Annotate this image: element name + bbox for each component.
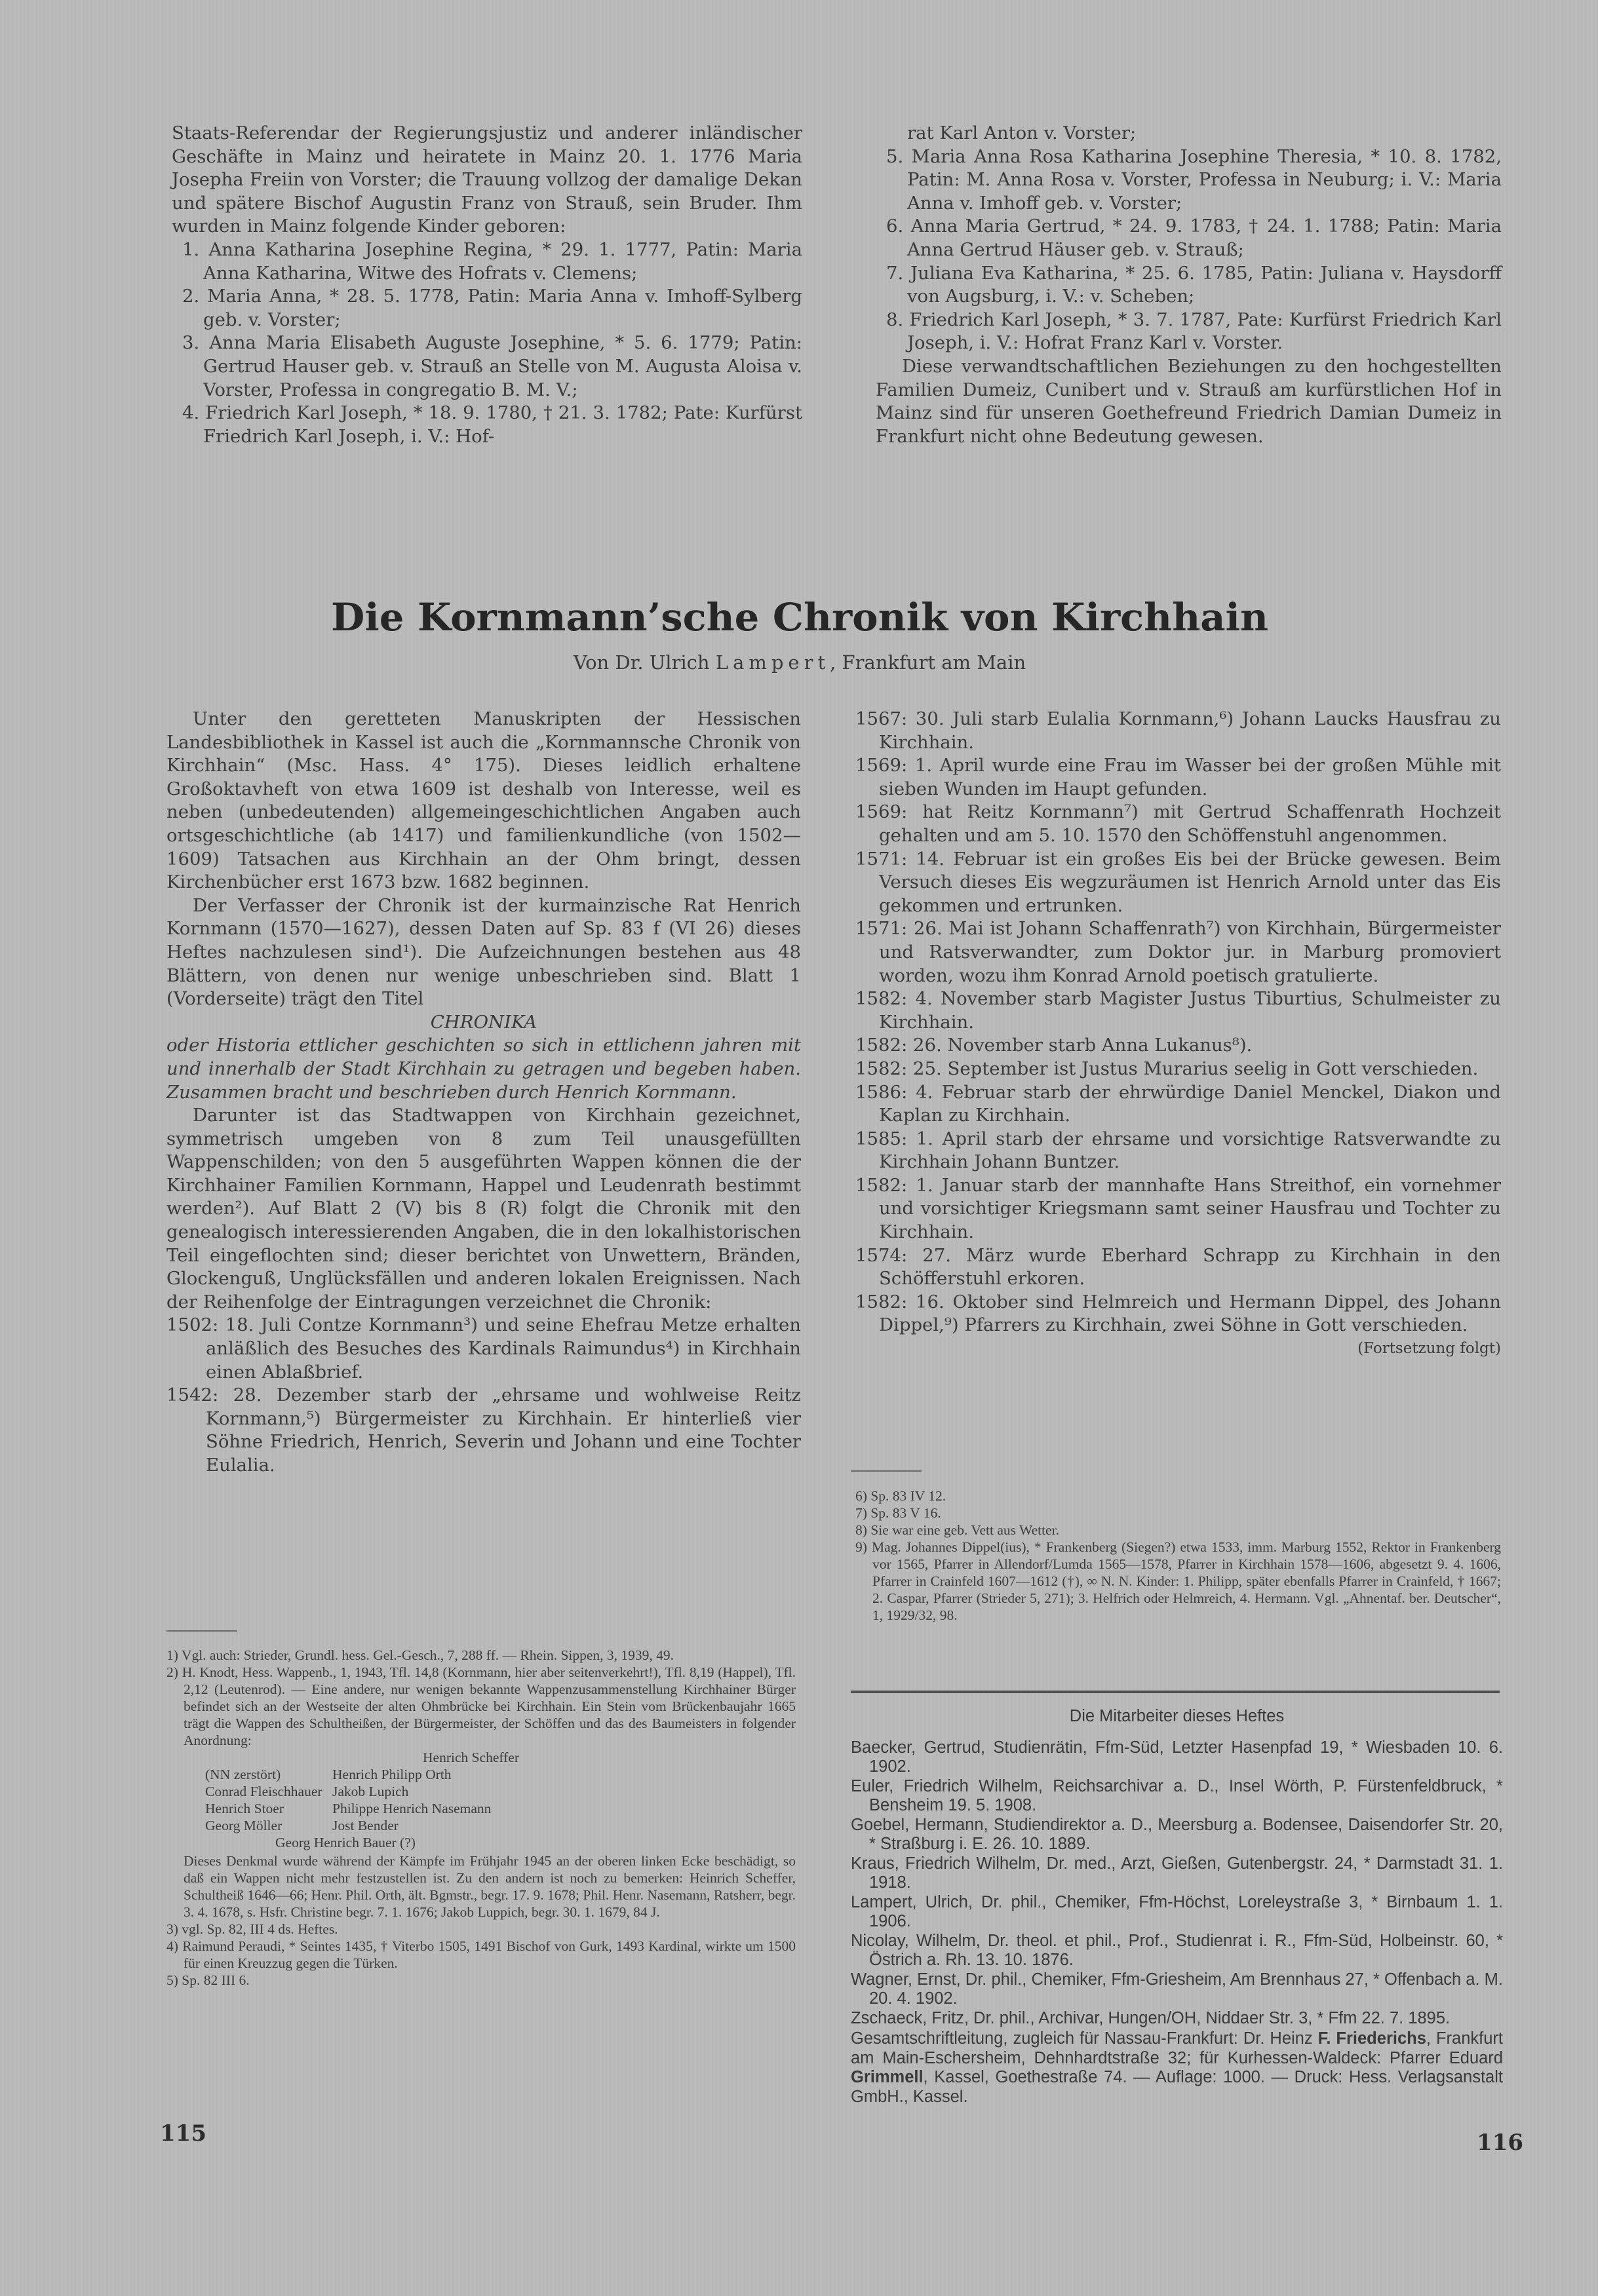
child-entry-2: 2. Maria Anna, * 28. 5. 1778, Patin: Maria Anna v. Imhoff-Sylberg geb. v. Vorster; (182, 286, 802, 330)
continuation-column-right (876, 122, 1502, 448)
contributor-entry: Euler, Friedrich Wilhelm, Reichsarchivar a. D., Insel Wörth, P. Fürstenfeldbruck, * Bensheim 19. 5. 1908. (851, 1776, 1503, 1814)
article-column-left (166, 708, 801, 1478)
chronicle-entry: 1542: 28. Dezember starb der „ehrsame und wohlweise Reitz Kornmann,⁵) Bürgermeister zu Kirchhain. Er hinterließ vier Söhne Friedrich, Henrich, Severin und Johann und eine Tochter Eulalia. (166, 1385, 801, 1476)
footnote-rule-left (166, 1630, 237, 1632)
contributors-section (851, 1707, 1503, 2107)
chronika-subtitle: oder Historia ettlicher geschichten so sich in ettlichenn jahren mit und innerhalb der Stadt Kirchhain zu getragen und begeben haben. Zusammen bracht und beschrieben durch Henrich Kornmann. (166, 1035, 801, 1103)
continuation-intro: Staats-Referendar der Regierungsjustiz und anderer inländischer Geschäfte in Mainz und heiratete in Mainz 20. 1. 1776 Maria Josepha Freiin von Vorster; die Trauung vollzog der damalige Dekan und spätere Bischof Augustin Franz von Strauß, sein Bruder. Ihm wurden in Mainz folgende Kinder geboren: (172, 123, 802, 237)
chronicle-entry: 1567: 30. Juli starb Eulalia Kornmann,⁶) Johann Laucks Hausfrau zu Kirchhain. (855, 708, 1501, 753)
article-byline: Von Dr. Ulrich Lampert, Frankfurt am Main (573, 651, 1026, 674)
footnote-7: 7) Sp. 83 V 16. (855, 1505, 941, 1521)
child-entry-5: 5. Maria Anna Rosa Katharina Josephine Theresia, * 10. 8. 1782, Patin: M. Anna Rosa v. Vorster, Professa in Neuburg; i. V.: Maria Anna v. Imhoff geb. v. Vorster; (886, 145, 1502, 214)
contributor-entry: Lampert, Ulrich, Dr. phil., Chemiker, Ffm-Höchst, Loreleystraße 3, * Birnbaum 1. 1. 1906. (851, 1892, 1503, 1930)
contributor-entry: Wagner, Ernst, Dr. phil., Chemiker, Ffm-Griesheim, Am Brennhaus 27, * Offenbach a. M. 20. 4. 1902. (851, 1970, 1503, 2008)
child-entry-3: 3. Anna Maria Elisabeth Auguste Josephine, * 5. 6. 1779; Patin: Gertrud Hauser geb. v. Strauß an Stelle von M. Augusta Aloisa v. Vorster, Professa in congregatio B. M. V.; (182, 332, 802, 400)
section-divider (851, 1691, 1500, 1693)
child-entry-6: 6. Anna Maria Gertrud, * 24. 9. 1783, † 24. 1. 1788; Patin: Maria Anna Gertrud Häuser geb. v. Strauß; (886, 216, 1502, 260)
page-number-right: 116 (1477, 2130, 1523, 2156)
child-entry-4-cont: rat Karl Anton v. Vorster; (907, 123, 1137, 144)
chronicle-entry: 1582: 4. November starb Magister Justus Tiburtius, Schulmeister zu Kirchhain. (855, 988, 1501, 1033)
paragraph-1: Unter den geretteten Manuskripten der Hessischen Landesbibliothek in Kassel ist auch die „Kornmannsche Chronik von Kirchhain“ (Msc. Hass. 4° 175). Dieses leidlich erhaltene Großoktavheft von etwa 1609 ist deshalb von Interesse, weil es neben (unbedeutenden) allgemeingeschichtlichen Angaben auch ortsgeschichtliche (ab 1417) und familienkundliche (von 1502—1609) Tatsachen aus Kirchhain an der Ohm bringt, dessen Kirchenbücher erst 1673 bzw. 1682 beginnen. (166, 708, 801, 893)
paragraph-3: Darunter ist das Stadtwappen von Kirchhain gezeichnet, symmetrisch umgeben von 8 zum Teil unausgefüllten Wappenschilden; von den 5 ausgeführten Wappen können die der Kirchhainer Familien Kornmann, Happel und Leudenrath bestimmt werden²). Auf Blatt 2 (V) bis 8 (R) folgt die Chronik mit den genealogisch interessierenden Angaben, die in den lokalhistorischen Teil eingeflochten sind; dieser berichtet von Unwettern, Bränden, Glockenguß, Unglücksfällen und anderen lokalen Ereignissen. Nach der Reihenfolge der Eintragungen verzeichnet die Chronik: (166, 1105, 801, 1312)
footnote-5: 5) Sp. 82 III 6. (166, 1972, 250, 1988)
child-entry-1: 1. Anna Katharina Josephine Regina, * 29. 1. 1777, Patin: Maria Anna Katharina, Witwe des Hofrats v. Clemens; (182, 239, 802, 284)
chronicle-entry: 1502: 18. Juli Contze Kornmann³) und seine Ehefrau Metze erhalten anläßlich des Besuches des Kardinals Raimundus⁴) in Kirchhain einen Ablaßbrief. (166, 1314, 801, 1383)
chronicle-entry: 1582: 25. September ist Justus Murarius seelig in Gott verschieden. (855, 1058, 1479, 1079)
footnote-2-continued: Dieses Denkmal wurde während der Kämpfe im Frühjahr 1945 an der oberen linken Ecke beschädigt, so daß ein Wappen nicht mehr festzustellen ist. Zu den andern ist noch zu bemerken: Heinrich Scheffer, Schultheiß 1646—66; Henr. Phil. Orth, ält. Bgmstr., begr. 17. 9. 1678; Phil. Henr. Nasemann, Ratsherr, begr. 3. 4. 1678, s. Hsfr. Christine begr. 7. 1. 1676; Jakob Luppich, begr. 30. 1. 1679, 84 J. (184, 1853, 796, 1920)
article-column-right (855, 708, 1501, 1361)
paragraph-2: Der Verfasser der Chronik ist der kurmainzische Rat Henrich Kornmann (1570—1627), dessen Daten auf Sp. 83 f (VI 26) dieses Heftes nachzulesen sind¹). Die Aufzeichnungen bestehen aus 48 Blättern, von denen nur wenige unbeschrieben sind. Blatt 1 (Vorderseite) trägt den Titel (166, 894, 801, 1010)
coat-of-arms-arrangement: Henrich Scheffer (NN zerstört) Conrad Fleischhauer Henrich Stoer Georg Möller Henrich Philipp Orth Jakob Lupich Philippe Henrich Nasemann Jost Bender Georg Henrich Bauer (?) (205, 1750, 520, 1850)
chronicle-entry: 1582: 16. Oktober sind Helmreich und Hermann Dippel, des Johann Dippel,⁹) Pfarrers zu Kirchhain, zwei Söhne in Gott verschieden. (Fortsetzung folgt) (855, 1291, 1501, 1337)
footnote-2: 2) H. Knodt, Hess. Wappenb., 1, 1943, Tfl. 14,8 (Kornmann, hier aber seitenverkehrt!), Tfl. 8,19 (Happel), Tfl. 2,12 (Leutenrod). — Eine andere, nur wenigen bekannte Wappenzusammenstellung Kirchhainer Bürger befindet sich an der Westseite der alten Ohmbrücke bei Kirchhain. Ein Stein vom Brückenbaujahr 1665 trägt die Wappen des Schultheißen, der Bürgermeister, der Schöffen und das des Baumeisters in folgender Anordnung: (166, 1664, 796, 1748)
chronicle-entry: 1571: 14. Februar ist ein großes Eis bei der Brücke gewesen. Beim Versuch dieses Eis wegzuräumen ist Henrich Arnold unter das Eis gekommen und ertrunken. (855, 848, 1501, 916)
chronicle-entry: 1582: 1. Januar starb der mannhafte Hans Streithof, ein vornehmer und vorsichtiger Kriegsmann samt seiner Hausfrau und Tochter zu Kirchhain. (855, 1174, 1501, 1243)
continuation-column-left (172, 122, 802, 448)
footnotes-right (855, 1487, 1501, 1624)
author-name: Lampert (715, 651, 830, 674)
continued-notice: (Fortsetzung folgt) (1357, 1340, 1501, 1358)
footnote-3: 3) vgl. Sp. 82, III 4 ds. Heftes. (166, 1921, 338, 1937)
chronicle-entry: 1569: 1. April wurde eine Frau im Wasser bei der großen Mühle mit sieben Wunden im Haupt gefunden. (855, 755, 1501, 799)
contributor-entry: Baecker, Gertrud, Studienrätin, Ffm-Süd, Letzter Hasenpfad 19, * Wiesbaden 10. 6. 1902. (851, 1738, 1503, 1776)
continuation-closing: Diese verwandtschaftlichen Beziehungen zu den hochgestellten Familien Dumeiz, Cunibert und v. Strauß am kurfürstlichen Hof in Mainz sind für unseren Goethefreund Friedrich Damian Dumeiz in Frankfurt nicht ohne Bedeutung gewesen. (876, 355, 1502, 447)
page-number-left: 115 (160, 2120, 206, 2147)
child-entry-7: 7. Juliana Eva Katharina, * 25. 6. 1785, Patin: Juliana v. Haysdorff von Augsburg, i. V.: v. Scheben; (886, 262, 1502, 307)
footnote-9: 9) Mag. Johannes Dippel(ius), * Frankenberg (Siegen?) etwa 1533, imm. Marburg 1552, Rektor in Frankenberg vor 1565, Pfarrer in Allendorf/Lumda 1565—1578, Pfarrer in Kirchhain 1578—1606, abgesetzt 9. 4. 1606, Pfarrer in Crainfeld 1607—1612 (†), ∞ N. N. Kinder: 1. Philipp, später ebenfalls Pfarrer in Crainfeld, † 1667; 2. Caspar, Pfarrer (Strieder 5, 271); 3. Helfrich oder Helmreich, 4. Hermann. Vgl. „Ahnentaf. ber. Deutscher“, 1, 1929/32, 98. (855, 1539, 1502, 1623)
contributor-entry: Zschaeck, Fritz, Dr. phil., Archivar, Hungen/OH, Niddaer Str. 3, * Ffm 22. 7. 1895. (851, 2008, 1451, 2027)
imprint: Gesamtschriftleitung, zugleich für Nassau-Frankfurt: Dr. Heinz F. Friederichs, Frankfurt am Main-Eschersheim, Dehnhardtstraße 32; für Kurhessen-Waldeck: Pfarrer Eduard Grimmell, Kassel, Goethestraße 74. — Auflage: 1000. — Druck: Hess. Verlagsanstalt GmbH., Kassel. (851, 2029, 1503, 2106)
footnote-8: 8) Sie war eine geb. Vett aus Wetter. (855, 1522, 1059, 1538)
contributor-entry: Kraus, Friedrich Wilhelm, Dr. med., Arzt, Gießen, Gutenbergstr. 24, * Darmstadt 31. 1. 1918. (851, 1854, 1503, 1892)
article-title: Die Kornmann’sche Chronik von Kirchhain (330, 595, 1269, 640)
contributor-entry: Nicolay, Wilhelm, Dr. theol. et phil., Prof., Studienrat i. R., Ffm-Süd, Holbeinstr. 60, * Östrich a. Rh. 13. 10. 1876. (851, 1931, 1503, 1969)
child-entry-8: 8. Friedrich Karl Joseph, * 3. 7. 1787, Pate: Kurfürst Friedrich Karl Joseph, i. V.: Hofrat Franz Karl v. Vorster. (886, 309, 1502, 354)
child-entry-4: 4. Friedrich Karl Joseph, * 18. 9. 1780, † 21. 3. 1782; Pate: Kurfürst Friedrich Karl Joseph, i. V.: Hof- (182, 402, 802, 447)
footnotes-left (166, 1647, 796, 1989)
footnote-6: 6) Sp. 83 IV 12. (855, 1488, 946, 1504)
chronicle-entry: 1571: 26. Mai ist Johann Schaffenrath⁷) von Kirchhain, Bürgermeister und Ratsverwandter, zum Doktor jur. in Marburg promoviert worden, wozu ihm Konrad Arnold poetisch gratulierte. (855, 918, 1501, 986)
chronicle-entry: 1569: hat Reitz Kornmann⁷) mit Gertrud Schaffenrath Hochzeit gehalten und am 5. 10. 1570 den Schöffenstuhl angenommen. (855, 801, 1502, 846)
chronicle-entry: 1574: 27. März wurde Eberhard Schrapp zu Kirchhain in den Schöfferstuhl erkoren. (855, 1244, 1501, 1290)
footnote-1: 1) Vgl. auch: Strieder, Grundl. hess. Gel.-Gesch., 7, 288 ff. — Rhein. Sippen, 3, 1939, 49. (166, 1647, 674, 1663)
contributors-heading: Die Mitarbeiter dieses Heftes (1069, 1707, 1285, 1725)
footnote-rule-right (851, 1470, 922, 1472)
chronicle-entry: 1586: 4. Februar starb der ehrwürdige Daniel Menckel, Diakon und Kaplan zu Kirchhain. (855, 1081, 1501, 1126)
contributor-entry: Goebel, Hermann, Studiendirektor a. D., Meersburg a. Bodensee, Daisendorfer Str. 20, * Straßburg i. E. 26. 10. 1889. (851, 1815, 1503, 1853)
footnote-4: 4) Raimund Peraudi, * Seintes 1435, † Viterbo 1505, 1491 Bischof von Gurk, 1493 Kardinal, wirkte um 1500 für einen Kreuzzug gegen die Türken. (166, 1938, 796, 1971)
chronika-heading: CHRONIKA (430, 1011, 537, 1033)
chronicle-entry: 1585: 1. April starb der ehrsame und vorsichtige Ratsverwandte zu Kirchhain Johann Buntzer. (855, 1128, 1501, 1173)
chronicle-entry: 1582: 26. November starb Anna Lukanus⁸). (855, 1035, 1253, 1056)
